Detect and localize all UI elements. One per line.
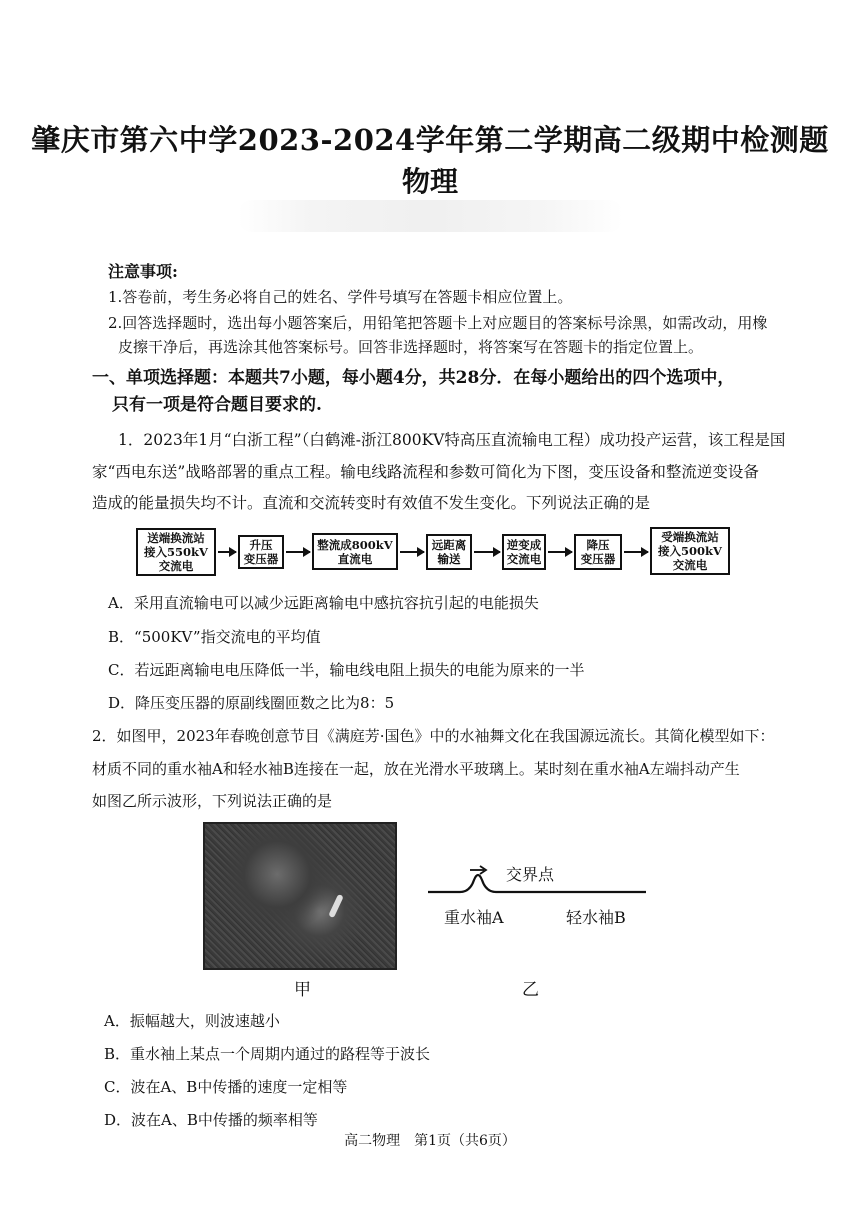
q2-stem-line-1: 2．如图甲，2023年春晚创意节目《满庭芳·国色》中的水袖舞文化在我国源远流长。其简化模型如下：: [92, 727, 775, 745]
q1-stem-line-2: 家“西电东送”战略部署的重点工程。输电线路流程和参数可简化为下图，变压设备和整流逆变设备: [92, 463, 759, 481]
flow-box-text: 变压器: [580, 552, 616, 566]
flow-arrow: [218, 551, 236, 553]
q1-option-b: B．“500KV”指交流电的平均值: [108, 628, 321, 646]
flow-box-text: 接入550kV: [144, 545, 208, 559]
boundary-point-label: 交界点: [506, 865, 555, 884]
flow-box-text: 送端换流站: [147, 531, 205, 545]
q2-stem-line-2: 材质不同的重水袖A和轻水袖B连接在一起，放在光滑水平玻璃上。某时刻在重水袖A左端抖动产生: [92, 760, 740, 778]
notice-item-2-line-2: 皮擦干净后，再选涂其他答案标号。回答非选择题时，将答案写在答题卡的指定位置上。: [118, 338, 704, 356]
flow-arrow: [474, 551, 500, 553]
caption-yi: 乙: [522, 980, 539, 1000]
flow-box-text: 整流成800kV: [317, 537, 393, 552]
scan-smudge: [238, 200, 623, 232]
q1-stem-line-3: 造成的能量损失均不计。直流和交流转变时有效值不发生变化。下列说法正确的是: [92, 494, 651, 512]
flow-box-step-up-transformer: [238, 535, 284, 569]
flow-box-sending-station: [136, 528, 216, 576]
page-title: 肇庆市第六中学2023-2024学年第二学期高二级期中检测题: [31, 123, 829, 157]
notice-heading: 注意事项:: [108, 262, 178, 281]
q1-option-d: D．降压变压器的原副线圈匝数之比为8：5: [108, 694, 395, 712]
q2-option-a: A．振幅越大，则波速越小: [104, 1012, 280, 1030]
notice-item-1: 1.答卷前，考生务必将自己的姓名、学件号填写在答题卡相应位置上。: [108, 288, 573, 306]
flow-box-rectifier: [312, 533, 398, 570]
q1-stem-line-1: 1．2023年1月“白浙工程”（白鹤滩-浙江800KV特高压直流输电工程）成功投产运营，该工程是国: [118, 431, 786, 449]
q2-option-c: C．波在A、B中传播的速度一定相等: [104, 1078, 348, 1096]
flow-box-text: 受端换流站: [661, 530, 719, 544]
flow-box-text: 交流电: [506, 552, 542, 566]
flow-arrow: [624, 551, 648, 553]
q2-option-b: B．重水袖上某点一个周期内通过的路程等于波长: [104, 1045, 431, 1063]
flow-box-step-down-transformer: [574, 534, 622, 570]
flow-box-inverter: [502, 534, 546, 570]
q2-option-d: D．波在A、B中传播的频率相等: [104, 1111, 318, 1129]
flow-box-text: 输送: [437, 552, 461, 566]
flow-box-text: 升压: [249, 538, 273, 552]
flow-arrow: [286, 551, 310, 553]
flow-arrow: [400, 551, 424, 553]
light-sleeve-label: 轻水袖B: [566, 908, 626, 927]
flow-box-text: 逆变成: [506, 538, 542, 552]
subject-title: 物理: [401, 165, 458, 198]
notice-item-2-line-1: 2.回答选择题时，选出每小题答案后，用铅笔把答题卡上对应题目的答案标号涂黑，如需改动，用橡: [108, 314, 768, 332]
section-heading-line-2: 只有一项是符合题目要求的.: [112, 395, 322, 415]
caption-jia: 甲: [294, 980, 311, 1000]
flow-box-text: 直流电: [337, 551, 373, 566]
q1-option-a: A．采用直流输电可以减少远距离输电中感抗容抗引起的电能损失: [108, 594, 539, 612]
photo-highlight: [328, 894, 344, 918]
water-sleeve-dance-photo: [203, 822, 397, 970]
flow-box-text: 变压器: [243, 552, 279, 566]
flow-box-receiving-station: [650, 527, 730, 575]
flow-box-text: 交流电: [672, 558, 708, 572]
flow-arrow: [548, 551, 572, 553]
flow-box-text: 降压: [586, 538, 610, 552]
section-heading-line-1: 一、单项选择题：本题共7小题，每小题4分，共28分．在每小题给出的四个选项中，: [92, 368, 735, 388]
flow-box-long-distance: [426, 534, 472, 570]
page-footer: 高二物理 第1页（共6页）: [344, 1133, 516, 1149]
heavy-sleeve-label: 重水袖A: [444, 908, 504, 927]
flow-box-text: 远距离: [431, 538, 467, 552]
flow-box-text: 交流电: [158, 559, 194, 573]
flow-box-text: 接入500kV: [658, 544, 722, 558]
q1-option-c: C．若远距离输电电压降低一半，输电线电阻上损失的电能为原来的一半: [108, 661, 585, 679]
q2-stem-line-3: 如图乙所示波形，下列说法正确的是: [92, 792, 333, 810]
